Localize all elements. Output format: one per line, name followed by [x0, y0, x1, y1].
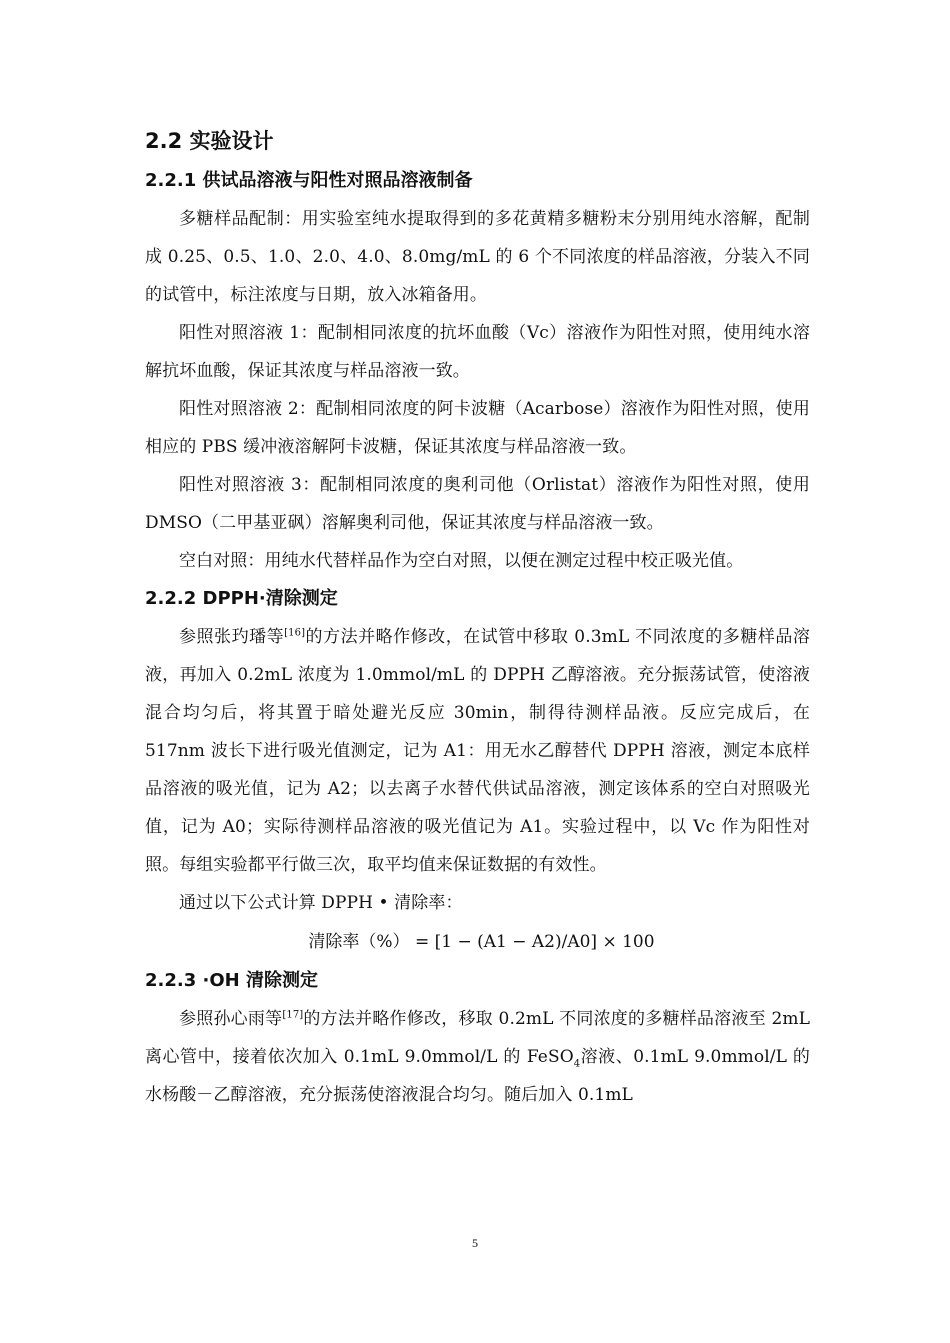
citation-16[interactable]: [16]	[284, 627, 306, 639]
section-heading-2-2-1: 2.2.1 供试品溶液与阳性对照品溶液制备	[145, 170, 473, 191]
page-number: 5	[472, 1236, 478, 1250]
oh-text-start: 参照孙心雨等	[179, 1009, 283, 1029]
dpph-formula: 清除率（%） = [1 − (A1 − A2)/A0] × 100	[308, 932, 655, 952]
paragraph-positive-control-1: 阳性对照溶液 1：配制相同浓度的抗坏血酸（Vc）溶液作为阳性对照，使用纯水溶解抗坏血酸，保证其浓度与样品溶液一致。	[145, 323, 810, 381]
paragraph-formula-intro: 通过以下公式计算 DPPH • 清除率：	[179, 893, 463, 913]
paragraph-positive-control-3: 阳性对照溶液 3：配制相同浓度的奥利司他（Orlistat）溶液作为阳性对照，使用 DMSO（二甲基亚砜）溶解奥利司他，保证其浓度与样品溶液一致。	[145, 475, 810, 533]
oh-text-middle: 的方法并略作修改，移取 0.2mL 不同浓度的多糖样品溶液至 2mL 离心管中，接着依次加入 0.1mL 9.0mmol/L 的 FeSO	[145, 1009, 810, 1067]
section-heading-2-2: 2.2 实验设计	[145, 129, 274, 153]
dpph-text-start: 参照张玓璠等	[179, 627, 285, 647]
section-heading-2-2-3: 2.2.3 ·OH 清除测定	[145, 970, 318, 991]
section-heading-2-2-2: 2.2.2 DPPH·清除测定	[145, 588, 338, 609]
paragraph-oh-method	[145, 1000, 810, 1114]
paragraph-sample-preparation: 多糖样品配制：用实验室纯水提取得到的多花黄精多糖粉末分别用纯水溶解，配制成 0.25、0.5、1.0、2.0、4.0、8.0mg/mL 的 6 个不同浓度的样品溶液，分装入不同的试管中，标注浓度与日期，放入冰箱备用。	[145, 209, 810, 305]
citation-17[interactable]: [17]	[282, 1009, 304, 1021]
paragraph-positive-control-2: 阳性对照溶液 2：配制相同浓度的阿卡波糖（Acarbose）溶液作为阳性对照，使用相应的 PBS 缓冲液溶解阿卡波糖，保证其浓度与样品溶液一致。	[145, 399, 810, 457]
subscript-4: 4	[573, 1058, 581, 1070]
page-content	[145, 126, 810, 1114]
dpph-text-rest: 的方法并略作修改，在试管中移取 0.3mL 不同浓度的多糖样品溶液，再加入 0.2mL 浓度为 1.0mmol/mL 的 DPPH 乙醇溶液。充分振荡试管，使溶液混合均匀后，将其置于暗处避光反应 30min，制得待测样品液。反应完成后，在 517nm 波长下进行吸光值测定，记为 A1：用无水乙醇替代 DPPH 溶液，测定本底样品溶液的吸光值，记为 A2；以去离子水替代供试品溶液，测定该体系的空白对照吸光值，记为 A0；实际待测样品溶液的吸光值记为 A1。实验过程中，以 Vc 作为阳性对照。每组实验都平行做三次，取平均值来保证数据的有效性。	[145, 627, 810, 875]
oh-text-rest: 溶液、0.1mL 9.0mmol/L 的水杨酸－乙醇溶液，充分振荡使溶液混合均匀。随后加入 0.1mL	[145, 1047, 811, 1105]
paragraph-dpph-method	[145, 618, 810, 884]
paragraph-blank-control: 空白对照：用纯水代替样品作为空白对照，以便在测定过程中校正吸光值。	[179, 551, 744, 571]
